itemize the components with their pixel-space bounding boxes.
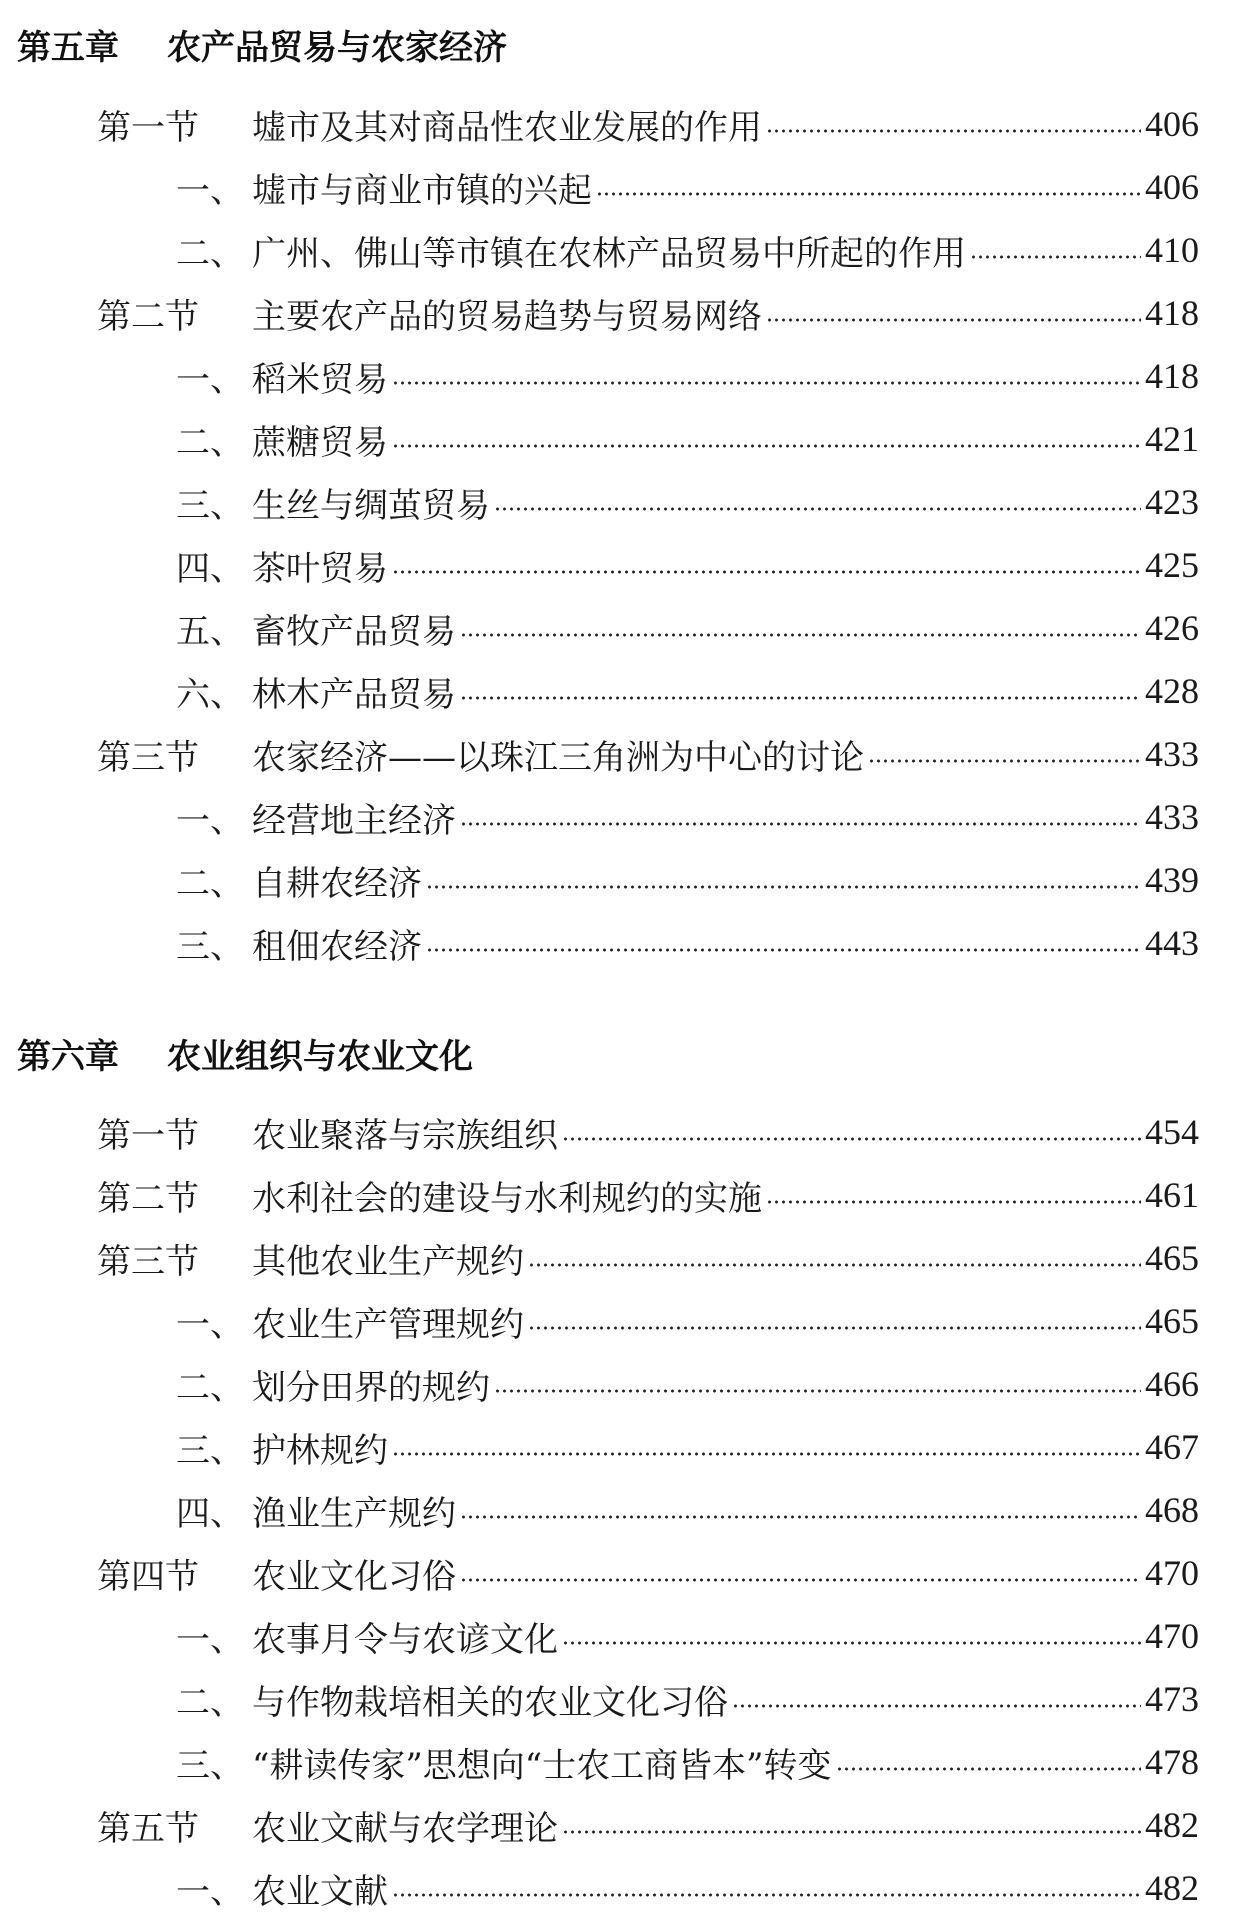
dot-leader <box>836 1767 1141 1771</box>
toc-subsection-entry[interactable] <box>0 1611 1199 1661</box>
entry-title: 农业生产管理规约 <box>252 1304 524 1345</box>
toc-subsection-entry[interactable] <box>0 666 1199 716</box>
entry-prefix: 一、 <box>176 170 244 211</box>
entry-title: 农业文献 <box>252 1871 388 1912</box>
toc-section-entry[interactable] <box>0 99 1199 149</box>
entry-title: 茶叶贸易 <box>252 548 388 589</box>
toc-subsection-entry[interactable] <box>0 1296 1199 1346</box>
entry-prefix: 一、 <box>176 1619 244 1660</box>
entry-prefix: 一、 <box>176 1304 244 1345</box>
entry-prefix: 二、 <box>176 233 244 274</box>
chapter-title: 农业组织与农业文化 <box>167 1037 473 1077</box>
entry-prefix: 四、 <box>176 548 244 589</box>
entry-title: 渔业生产规约 <box>252 1493 456 1534</box>
entry-title: 蔗糖贸易 <box>252 422 388 463</box>
dot-leader <box>460 1578 1141 1582</box>
page-number: 454 <box>1145 1112 1199 1152</box>
dot-leader <box>562 1641 1141 1645</box>
entry-title: 水利社会的建设与水利规约的实施 <box>252 1178 762 1219</box>
page-number: 470 <box>1145 1616 1199 1656</box>
page-number: 467 <box>1145 1427 1199 1467</box>
page-number: 482 <box>1145 1868 1199 1908</box>
page-number: 418 <box>1145 293 1199 333</box>
toc-section-entry[interactable] <box>0 1233 1199 1283</box>
toc-subsection-entry[interactable] <box>0 1359 1199 1409</box>
toc-subsection-entry[interactable] <box>0 918 1199 968</box>
entry-title: 农业文化习俗 <box>252 1556 456 1597</box>
entry-prefix: 一、 <box>176 800 244 841</box>
toc-subsection-entry[interactable] <box>0 792 1199 842</box>
entry-title: 租佃农经济 <box>252 926 422 967</box>
entry-title: 墟市与商业市镇的兴起 <box>252 170 592 211</box>
entry-prefix: 一、 <box>176 1871 244 1912</box>
dot-leader <box>596 192 1141 196</box>
toc-subsection-entry[interactable] <box>0 477 1199 527</box>
dot-leader <box>766 318 1141 322</box>
page-number: 439 <box>1145 860 1199 900</box>
entry-prefix: 二、 <box>176 422 244 463</box>
dot-leader <box>392 381 1141 385</box>
chapter-number: 第六章 <box>17 1037 119 1077</box>
page-number: 473 <box>1145 1679 1199 1719</box>
page-number: 426 <box>1145 608 1199 648</box>
entry-title: 稻米贸易 <box>252 359 388 400</box>
dot-leader <box>732 1704 1141 1708</box>
dot-leader <box>460 1515 1141 1519</box>
chapter-number: 第五章 <box>17 28 119 68</box>
page-number: 406 <box>1145 167 1199 207</box>
page-number: 433 <box>1145 797 1199 837</box>
toc-subsection-entry[interactable] <box>0 1863 1199 1913</box>
entry-prefix: 第一节 <box>97 1115 199 1156</box>
dot-leader <box>426 948 1141 952</box>
entry-title: 农家经济——以珠江三角洲为中心的讨论 <box>252 737 864 778</box>
page-number: 425 <box>1145 545 1199 585</box>
entry-prefix: 第二节 <box>97 1178 199 1219</box>
toc-subsection-entry[interactable] <box>0 855 1199 905</box>
entry-prefix: 第三节 <box>97 737 199 778</box>
entry-title: 广州、佛山等市镇在农林产品贸易中所起的作用 <box>252 233 966 274</box>
toc-section-entry[interactable] <box>0 288 1199 338</box>
dot-leader <box>460 822 1141 826</box>
chapter-heading <box>17 1032 473 1082</box>
toc-subsection-entry[interactable] <box>0 1674 1199 1724</box>
chapter-title: 农产品贸易与农家经济 <box>167 28 507 68</box>
entry-prefix: 五、 <box>176 611 244 652</box>
entry-title: 农业文献与农学理论 <box>252 1808 558 1849</box>
page-number: 433 <box>1145 734 1199 774</box>
entry-prefix: 第四节 <box>97 1556 199 1597</box>
entry-title: 畜牧产品贸易 <box>252 611 456 652</box>
page-number: 478 <box>1145 1742 1199 1782</box>
page-number: 468 <box>1145 1490 1199 1530</box>
page-number: 470 <box>1145 1553 1199 1593</box>
page-number: 466 <box>1145 1364 1199 1404</box>
toc-section-entry[interactable] <box>0 1800 1199 1850</box>
entry-prefix: 二、 <box>176 1682 244 1723</box>
entry-title: 其他农业生产规约 <box>252 1241 524 1282</box>
dot-leader <box>494 507 1141 511</box>
toc-subsection-entry[interactable] <box>0 414 1199 464</box>
entry-prefix: 三、 <box>176 1430 244 1471</box>
entry-prefix: 第二节 <box>97 296 199 337</box>
dot-leader <box>970 255 1141 259</box>
page-number: 461 <box>1145 1175 1199 1215</box>
dot-leader <box>392 444 1141 448</box>
entry-title: 划分田界的规约 <box>252 1367 490 1408</box>
page-number: 423 <box>1145 482 1199 522</box>
dot-leader <box>392 1893 1141 1897</box>
page-number: 465 <box>1145 1238 1199 1278</box>
toc-section-entry[interactable] <box>0 1107 1199 1157</box>
dot-leader <box>562 1830 1141 1834</box>
entry-title: 自耕农经济 <box>252 863 422 904</box>
dot-leader <box>460 633 1141 637</box>
entry-prefix: 三、 <box>176 485 244 526</box>
toc-section-entry[interactable] <box>0 729 1199 779</box>
entry-prefix: 二、 <box>176 863 244 904</box>
entry-prefix: 三、 <box>176 926 244 967</box>
toc-subsection-entry[interactable] <box>0 603 1199 653</box>
toc-subsection-entry[interactable] <box>0 1485 1199 1535</box>
page-number: 410 <box>1145 230 1199 270</box>
dot-leader <box>528 1326 1141 1330</box>
entry-title: 主要农产品的贸易趋势与贸易网络 <box>252 296 762 337</box>
toc-subsection-entry[interactable] <box>0 225 1199 275</box>
dot-leader <box>562 1137 1141 1141</box>
entry-title: 林木产品贸易 <box>252 674 456 715</box>
entry-prefix: 一、 <box>176 359 244 400</box>
toc-subsection-entry[interactable] <box>0 162 1199 212</box>
page-number: 482 <box>1145 1805 1199 1845</box>
dot-leader <box>460 696 1141 700</box>
dot-leader <box>528 1263 1141 1267</box>
toc-section-entry[interactable] <box>0 1170 1199 1220</box>
toc-subsection-entry[interactable] <box>0 540 1199 590</box>
dot-leader <box>494 1389 1141 1393</box>
page-number: 465 <box>1145 1301 1199 1341</box>
dot-leader <box>766 1200 1141 1204</box>
chapter-heading <box>17 23 507 73</box>
entry-prefix: 三、 <box>176 1745 244 1786</box>
page-number: 428 <box>1145 671 1199 711</box>
entry-title: 农业聚落与宗族组织 <box>252 1115 558 1156</box>
entry-prefix: 第一节 <box>97 107 199 148</box>
dot-leader <box>426 885 1141 889</box>
entry-prefix: 二、 <box>176 1367 244 1408</box>
entry-title: “耕读传家”思想向“士农工商皆本”转变 <box>252 1745 832 1786</box>
entry-title: 农事月令与农谚文化 <box>252 1619 558 1660</box>
entry-prefix: 第五节 <box>97 1808 199 1849</box>
toc-subsection-entry[interactable] <box>0 1422 1199 1472</box>
toc-subsection-entry[interactable] <box>0 351 1199 401</box>
dot-leader <box>766 129 1141 133</box>
entry-prefix: 六、 <box>176 674 244 715</box>
dot-leader <box>392 1452 1141 1456</box>
entry-title: 护林规约 <box>252 1430 388 1471</box>
entry-prefix: 四、 <box>176 1493 244 1534</box>
entry-title: 生丝与绸茧贸易 <box>252 485 490 526</box>
page-number: 406 <box>1145 104 1199 144</box>
entry-title: 墟市及其对商品性农业发展的作用 <box>252 107 762 148</box>
page-number: 443 <box>1145 923 1199 963</box>
toc-section-entry[interactable] <box>0 1548 1199 1598</box>
dot-leader <box>392 570 1141 574</box>
entry-title: 与作物栽培相关的农业文化习俗 <box>252 1682 728 1723</box>
entry-prefix: 第三节 <box>97 1241 199 1282</box>
page-number: 418 <box>1145 356 1199 396</box>
entry-title: 经营地主经济 <box>252 800 456 841</box>
toc-subsection-entry[interactable] <box>0 1737 1199 1787</box>
page-number: 421 <box>1145 419 1199 459</box>
dot-leader <box>868 759 1141 763</box>
